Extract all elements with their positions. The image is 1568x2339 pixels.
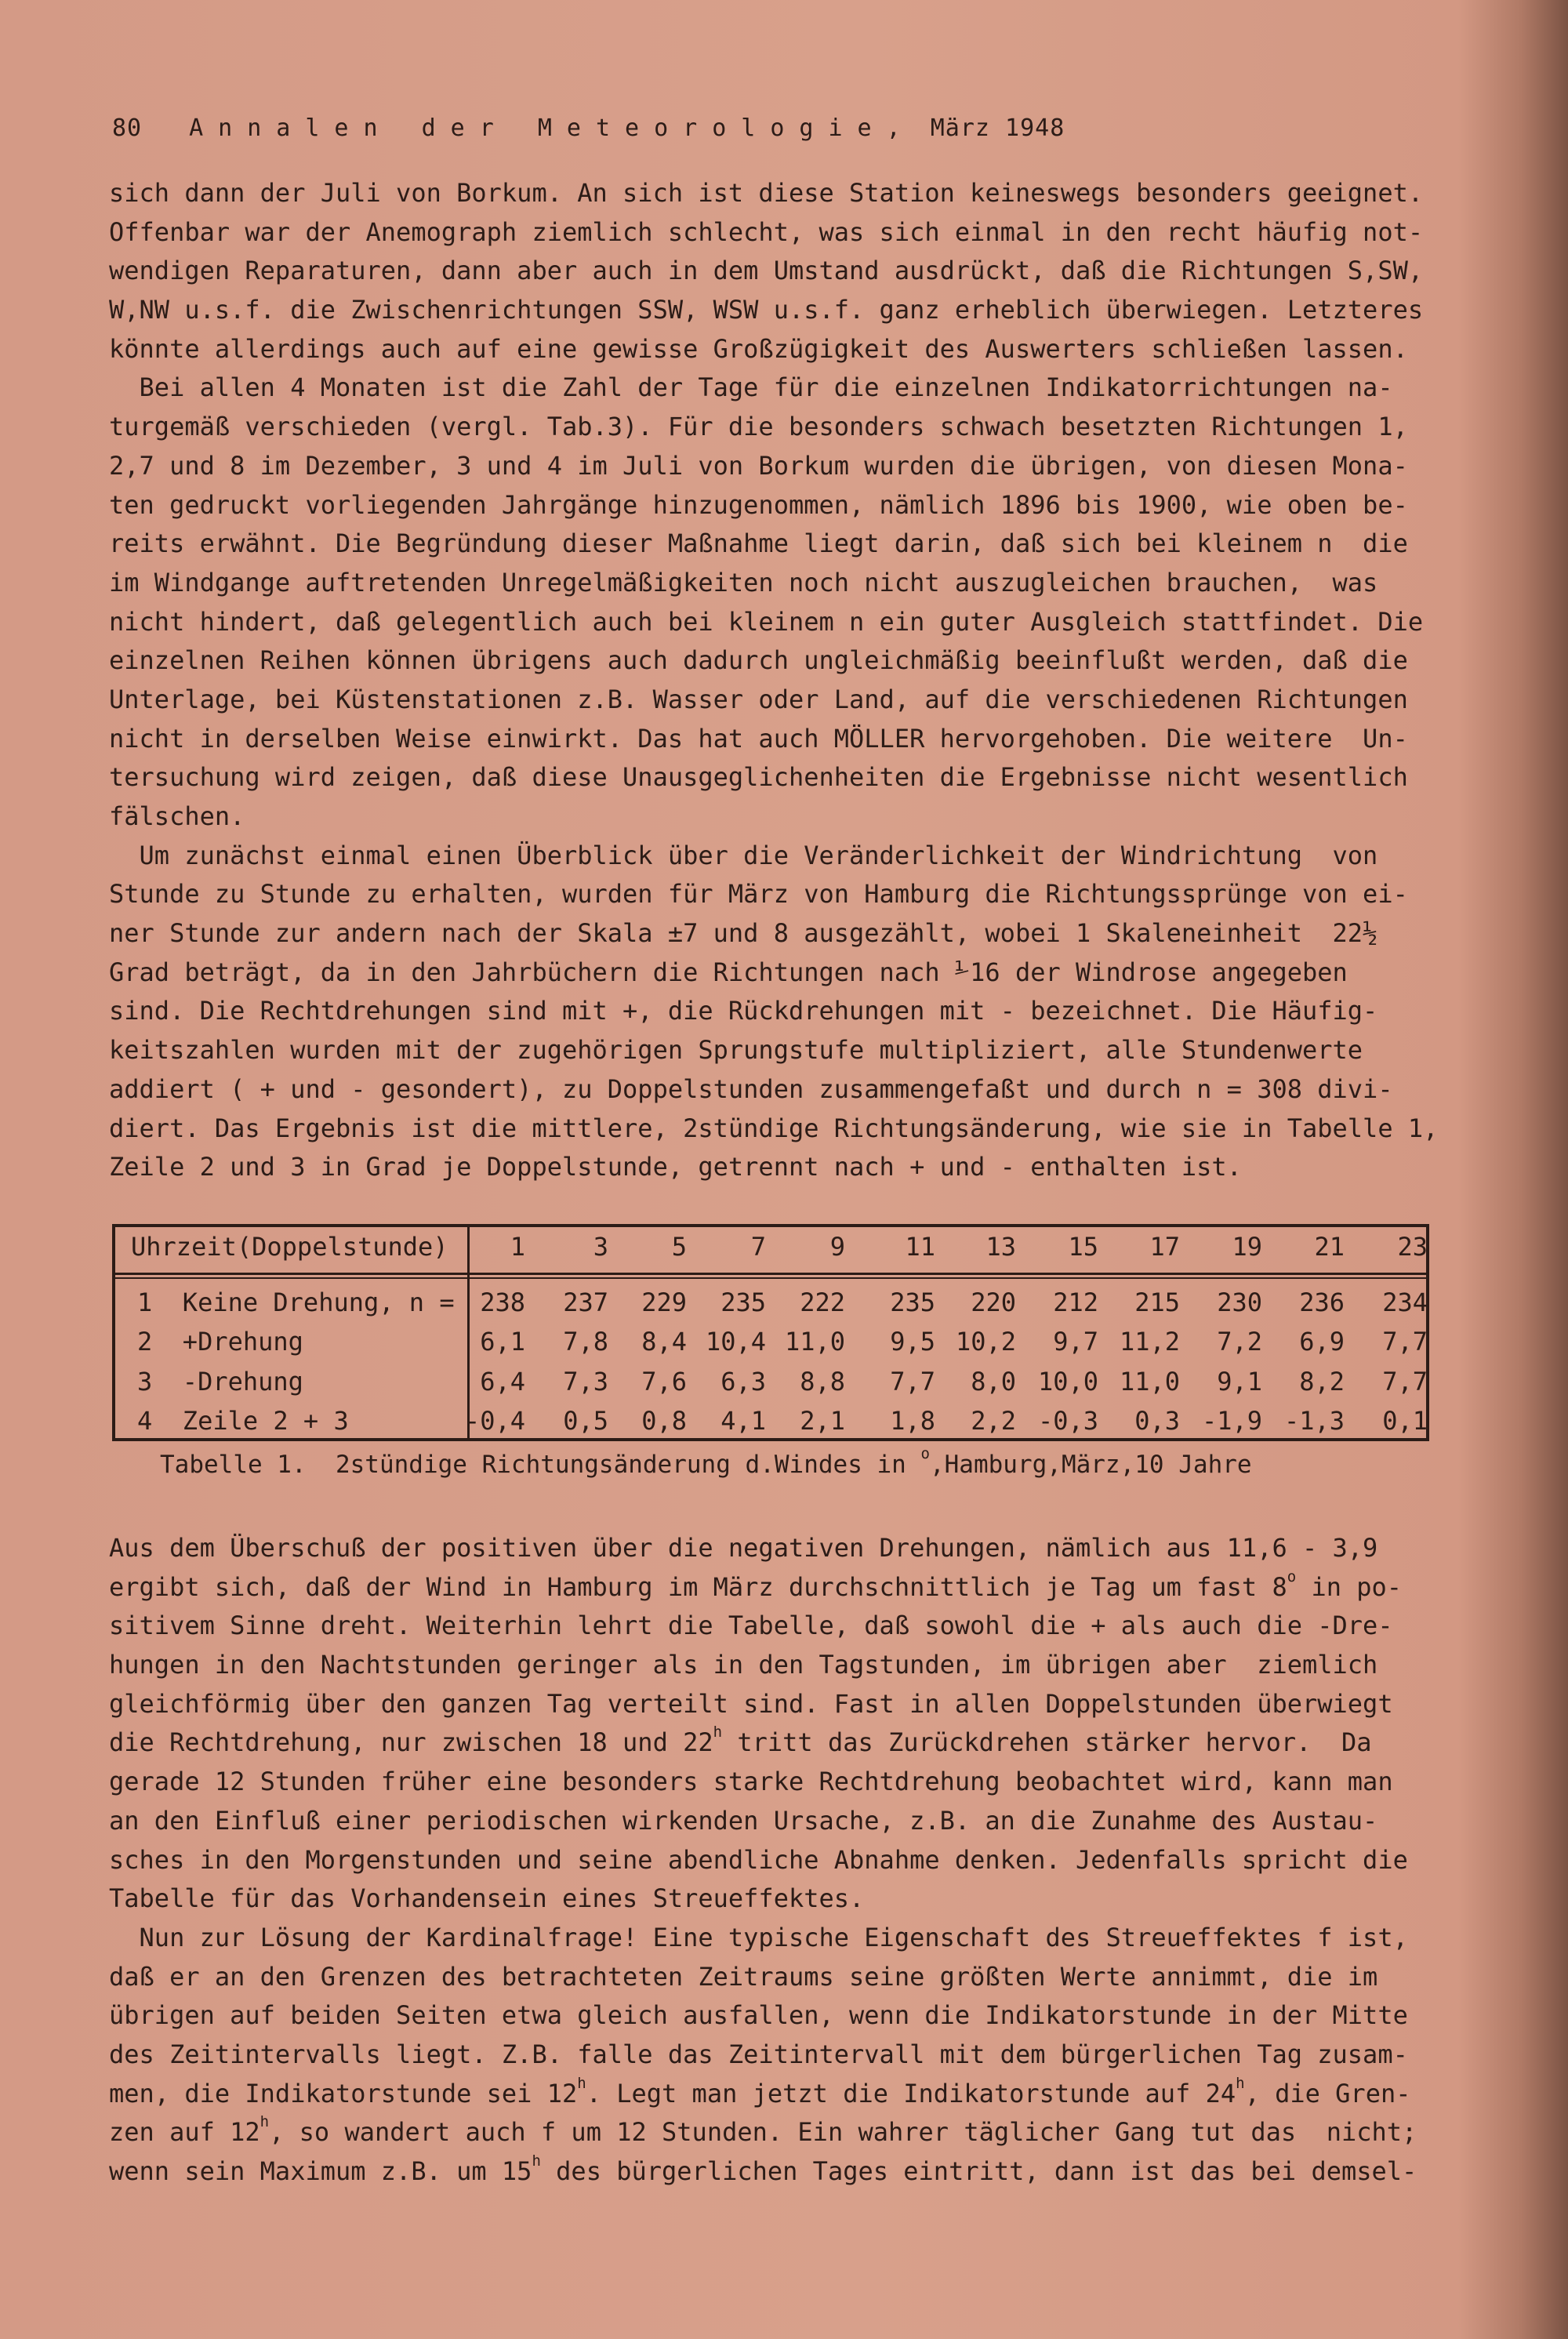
text-line [109,1802,1473,1841]
table-cell: -0,4 [464,1406,525,1436]
superscript: h [1236,2074,1245,2092]
text-line: keitszahlen wurden mit der zugehörigen Sprungstufe multipliziert, alle Stundenwerte [109,1035,1363,1066]
row-label [137,1288,455,1317]
table-cell: 237 [563,1288,608,1317]
row-number: 2 [137,1327,153,1357]
table-cell: 6,4 [480,1367,525,1396]
text-line [109,1841,1473,1880]
text-line [109,1723,1473,1763]
table-cell: 7,7 [890,1367,935,1396]
column-header: 23 [1397,1232,1428,1262]
caption-text: Tabelle 1. 2stündige Richtungsänderung d.Windes in [160,1451,921,1479]
text-segment: des bürgerlichen Tages eintritt, dann ist das bei demsel- [540,2156,1417,2186]
table-cell: 0,8 [641,1406,687,1436]
table-row [115,1406,1426,1445]
table-cell: -1,9 [1201,1406,1262,1436]
text-line: addiert ( + und - gesondert), zu Doppelstunden zusammengefaßt und durch n = 308 divi- [109,1073,1393,1104]
text-line: tersuchung wird zeigen, daß diese Unausgeglichenheiten die Ergebnisse nicht wesentlich [109,762,1408,793]
table-cell: 9,7 [1053,1327,1098,1357]
column-header: 19 [1232,1232,1262,1262]
text-line [109,2113,1473,2152]
text-segment: in po- [1296,1571,1403,1602]
text-line: 2,7 und 8 im Dezember, 3 und 4 im Juli von Borkum wurden die übrigen, von diesen Mona- [109,450,1408,481]
table-header-label: Uhrzeit(Doppelstunde) [131,1232,448,1262]
text-segment: an den Einfluß einer periodischen wirkenden Ursache, z.B. an die Zunahme des Austau- [109,1805,1378,1836]
text-line: Offenbar war der Anemograph ziemlich schlecht, was sich einmal in den recht häufig not- [109,216,1424,247]
text-line: sich dann der Juli von Borkum. An sich ist diese Station keineswegs besonders geeignet. [109,178,1424,208]
text-segment: men, die Indikatorstunde sei 12 [109,2078,578,2108]
table-cell: 7,2 [1217,1327,1262,1357]
column-header: 5 [671,1232,687,1262]
table-cell: 0,3 [1134,1406,1180,1436]
table-cell: 11,0 [784,1327,845,1357]
column-header: 15 [1068,1232,1098,1262]
table-cell: 220 [971,1288,1016,1317]
column-header: 13 [985,1232,1016,1262]
table-cell: 11,0 [1119,1367,1180,1396]
text-segment: Aus dem Überschuß der positiven über die negativen Drehungen, nämlich aus 11,6 - 3,9 [109,1533,1378,1563]
text-line: ner Stunde zur andern nach der Skala ±7 und 8 ausgezählt, wobei 1 Skaleneinheit 22½ [109,918,1378,949]
table-caption [160,1445,1252,1479]
table-cell: 7,6 [641,1367,687,1396]
superscript: h [713,1723,723,1742]
text-segment: des Zeitintervalls liegt. Z.B. falle das Zeitintervall mit dem bürgerlichen Tag zusam- [109,2039,1408,2069]
table-cell: 6,9 [1299,1327,1345,1357]
superscript: o [1287,1567,1297,1585]
table-cell: 7,7 [1382,1367,1428,1396]
column-header: 17 [1149,1232,1180,1262]
table-cell: 9,1 [1217,1367,1262,1396]
table-cell: 8,8 [800,1367,845,1396]
text-line: W,NW u.s.f. die Zwischenrichtungen SSW, WSW u.s.f. ganz erheblich überwiegen. Letzteres [109,295,1424,325]
text-line: Stunde zu Stunde zu erhalten, wurden für März von Hamburg die Richtungssprünge von ei- [109,879,1408,910]
text-line: nicht in derselben Weise einwirkt. Das hat auch MÖLLER hervorgehoben. Die weitere Un- [109,723,1408,754]
text-line: turgemäß verschieden (vergl. Tab.3). Für die besonders schwach besetzten Richtungen 1, [109,412,1408,442]
table-cell: 8,2 [1299,1367,1345,1396]
text-line: im Windgange auftretenden Unregelmäßigkeiten noch nicht auszugleichen brauchen, was [109,567,1378,597]
text-line: Zeile 2 und 3 in Grad je Doppelstunde, getrennt nach + und - enthalten ist. [109,1152,1242,1182]
text-line: ten gedruckt vorliegenden Jahrgänge hinzugenommen, nämlich 1896 bis 1900, wie oben be- [109,489,1408,520]
text-line: Grad beträgt, da in den Jahrbüchern die Richtungen nach ⅟16 der Windrose angegeben [109,957,1348,987]
text-line: einzelnen Reihen können übrigens auch dadurch ungleichmäßig beeinflußt werden, daß die [109,645,1408,676]
text-line [109,2036,1473,2075]
table-cell: 222 [800,1288,845,1317]
table-cell: 2,2 [971,1406,1016,1436]
column-header: 7 [750,1232,766,1262]
text-segment: zen auf 12 [109,2117,260,2148]
table-cell: 234 [1382,1288,1428,1317]
table-cell: 7,7 [1382,1327,1428,1357]
table-cell: 7,8 [563,1327,608,1357]
text-segment: , die Gren- [1244,2078,1411,2108]
table-cell: 212 [1053,1288,1098,1317]
text-segment: übrigen auf beiden Seiten etwa gleich ausfallen, wenn die Indikatorstunde in der Mitte [109,2000,1408,2031]
text-segment: sitivem Sinne dreht. Weiterhin lehrt die Tabelle, daß sowohl die + als auch die -Dre- [109,1611,1393,1641]
table-cell: 0,1 [1382,1406,1428,1436]
text-line [109,1607,1473,1646]
issue-date: März 1948 [930,114,1065,142]
table-cell: 11,2 [1119,1327,1180,1357]
row-number: 4 [137,1406,153,1436]
table-cell: 229 [641,1288,687,1317]
text-segment: gerade 12 Stunden früher eine besonders starke Rechtdrehung beobachtet wird, kann man [109,1767,1393,1797]
text-segment: gleichförmig über den ganzen Tag verteilt sind. Fast in allen Doppelstunden überwiegt [109,1688,1393,1719]
text-line [109,1568,1473,1607]
journal-title: Annalen der Meteorologie, [189,114,916,142]
text-segment: daß er an den Grenzen des betrachteten Zeitraums seine größten Werte annimmt, die im [109,1961,1378,1992]
text-segment: ergibt sich, daß der Wind in Hamburg im März durchschnittlich je Tag um fast 8 [109,1571,1287,1602]
superscript: h [260,2113,270,2131]
text-segment: Tabelle für das Vorhandensein eines Streueffektes. [109,1883,865,1914]
text-line [109,1880,1473,1919]
row-number: 3 [137,1367,153,1396]
text-line [109,2152,1473,2192]
table-cell: 0,5 [563,1406,608,1436]
table-cell: 2,1 [800,1406,845,1436]
table-row [115,1327,1426,1366]
caption-degree: o [920,1445,930,1462]
table-cell: 1,8 [890,1406,935,1436]
text-segment: Nun zur Lösung der Kardinalfrage! Eine typische Eigenschaft des Streueffektes f ist, [109,1922,1408,1952]
row-label-text: Zeile 2 + 3 [182,1406,349,1436]
text-segment: wenn sein Maximum z.B. um 15 [109,2156,532,2186]
superscript: h [532,2152,541,2170]
caption-text: ,Hamburg,März,10 Jahre [929,1451,1252,1479]
text-segment: hungen in den Nachtstunden geringer als in den Tagstunden, im übrigen aber ziemlich [109,1650,1378,1680]
table-cell: -0,3 [1037,1406,1098,1436]
table-cell: 4,1 [720,1406,766,1436]
text-line: Um zunächst einmal einen Überblick über die Veränderlichkeit der Windrichtung von [109,840,1378,870]
table-cell: 6,3 [720,1367,766,1396]
text-line: Bei allen 4 Monaten ist die Zahl der Tage für die einzelnen Indikatorrichtungen na- [109,372,1393,403]
text-line [109,1919,1473,1958]
text-line: reits erwähnt. Die Begründung dieser Maßnahme liegt darin, daß sich bei kleinem n die [109,528,1408,559]
text-segment: die Rechtdrehung, nur zwischen 18 und 22 [109,1727,713,1758]
table-row [115,1288,1426,1327]
data-table [112,1224,1429,1441]
column-header: 1 [510,1232,525,1262]
text-line: sind. Die Rechtdrehungen sind mit +, die Rückdrehungen mit - bezeichnet. Die Häufig- [109,996,1378,1026]
row-label-text: Keine Drehung, n = [182,1288,455,1317]
table-header-rule [115,1273,1426,1275]
table-cell: 8,0 [971,1367,1016,1396]
table-cell: 238 [480,1288,525,1317]
column-header: 9 [829,1232,845,1262]
table-cell: 10,0 [1037,1367,1098,1396]
row-label [137,1327,303,1357]
column-header: 3 [593,1232,608,1262]
text-line: nicht hindert, daß gelegentlich auch bei kleinem n ein guter Ausgleich stattfindet. Die [109,606,1424,637]
text-line: könnte allerdings auch auf eine gewisse Großzügigkeit des Auswerters schließen lassen. [109,333,1408,364]
table-cell: 235 [890,1288,935,1317]
text-line [109,1763,1473,1802]
text-line [109,1685,1473,1724]
text-segment: tritt das Zurückdrehen stärker hervor. Da [722,1727,1372,1758]
table-header-rule [115,1277,1426,1279]
table-cell: 8,4 [641,1327,687,1357]
text-segment: sches in den Morgenstunden und seine abendliche Abnahme denken. Jedenfalls spricht die [109,1844,1408,1875]
table-cell: 230 [1217,1288,1262,1317]
superscript: h [577,2074,586,2092]
running-head [112,114,1065,142]
body-text-top [109,174,1473,1187]
table-cell: -1,3 [1283,1406,1345,1436]
row-label [137,1367,303,1396]
text-line [109,1646,1473,1685]
text-line [109,1958,1473,1997]
text-line [109,1996,1473,2036]
text-line: Unterlage, bei Küstenstationen z.B. Wasser oder Land, auf die verschiedenen Richtungen [109,684,1408,714]
table-cell: 235 [720,1288,766,1317]
row-label [137,1406,349,1436]
text-segment: , so wandert auch f um 12 Stunden. Ein wahrer täglicher Gang tut das nicht; [269,2117,1417,2148]
table-cell: 10,4 [705,1327,766,1357]
table-header-row [115,1232,1426,1271]
text-line: diert. Das Ergebnis ist die mittlere, 2stündige Richtungsänderung, wie sie in Tabelle 1, [109,1113,1439,1143]
body-text-bottom [109,1529,1473,2192]
row-label-text: -Drehung [182,1367,303,1396]
column-header: 21 [1314,1232,1345,1262]
page-number: 80 [112,114,143,142]
table-cell: 7,3 [563,1367,608,1396]
text-line: wendigen Reparaturen, dann aber auch in dem Umstand ausdrückt, daß die Richtungen S,SW, [109,256,1424,286]
text-line: fälschen. [109,801,245,831]
table-cell: 10,2 [955,1327,1016,1357]
table-cell: 236 [1299,1288,1345,1317]
table-cell: 215 [1134,1288,1180,1317]
table-row [115,1367,1426,1406]
text-line [109,1529,1473,1568]
row-number: 1 [137,1288,153,1317]
row-label-text: +Drehung [182,1327,303,1357]
table-cell: 9,5 [890,1327,935,1357]
column-header: 11 [905,1232,935,1262]
text-segment: . Legt man jetzt die Indikatorstunde auf 24 [586,2078,1236,2108]
text-line [109,2075,1473,2114]
table-cell: 6,1 [480,1327,525,1357]
